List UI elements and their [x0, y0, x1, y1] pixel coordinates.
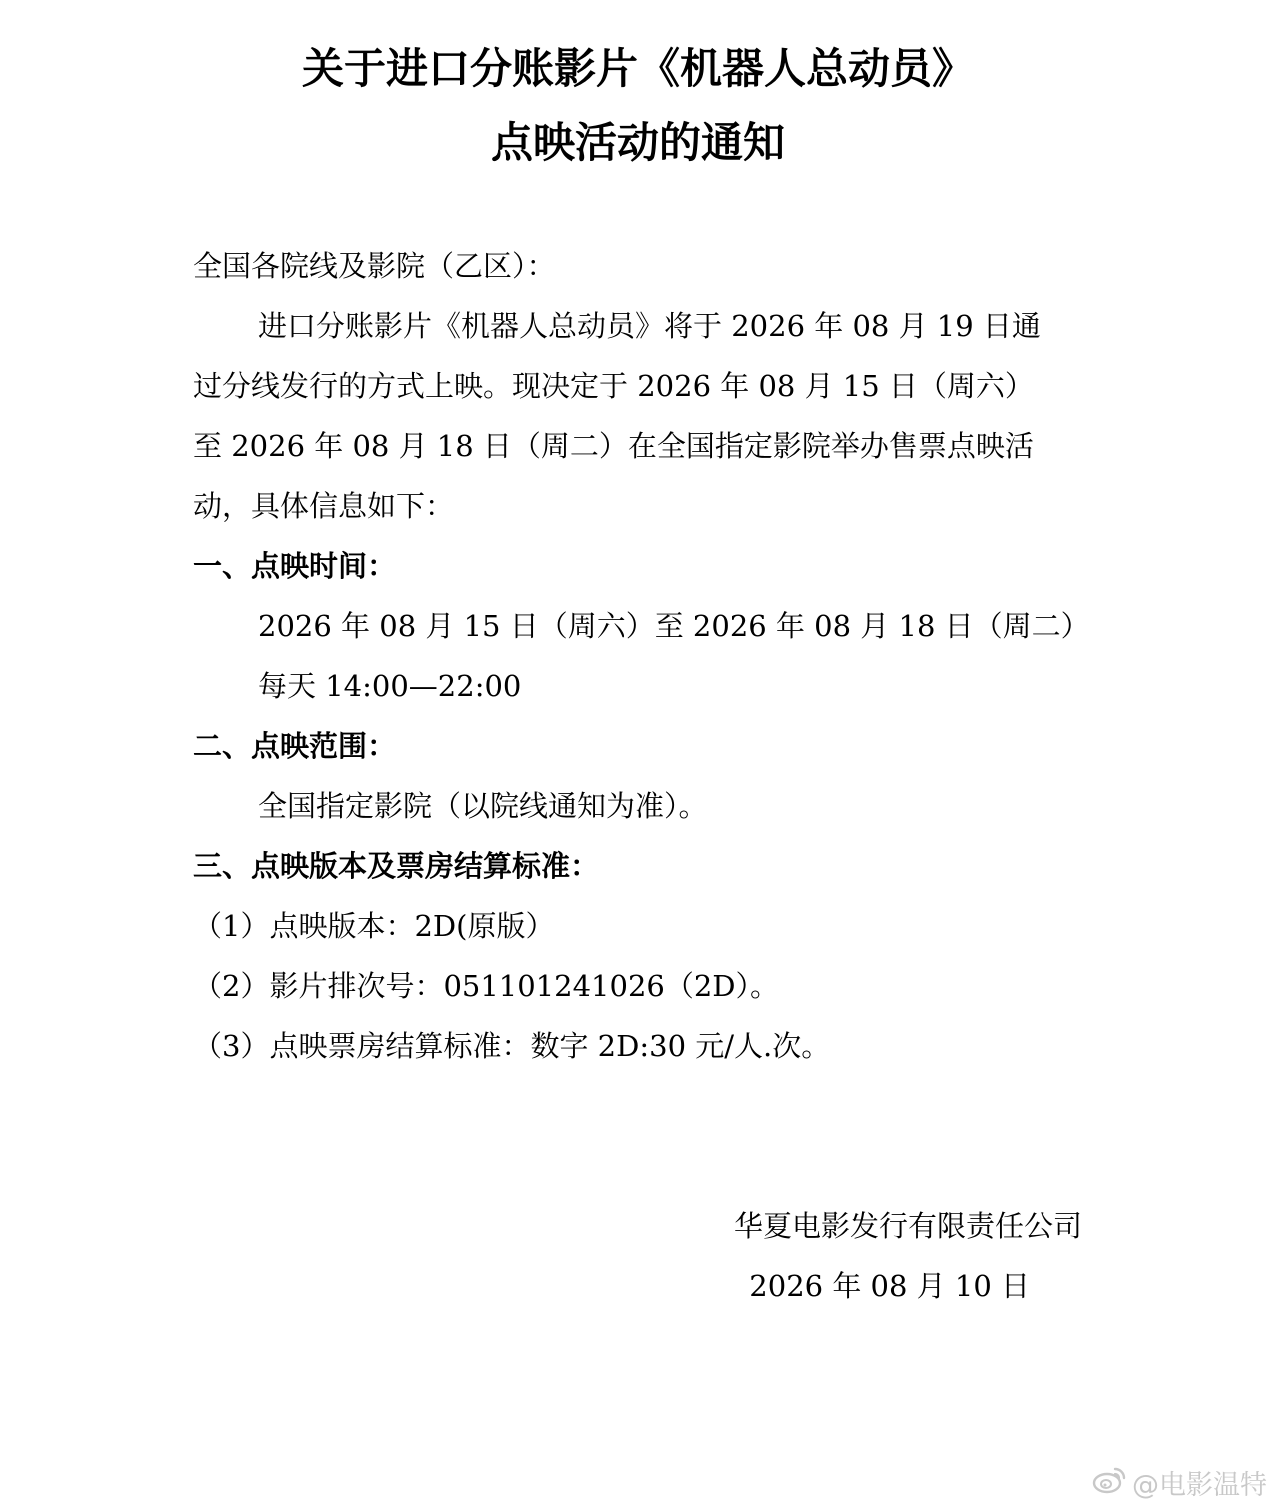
document-title-line-2: 点映活动的通知	[490, 118, 785, 167]
watermark-text: @电影温特	[1132, 1469, 1267, 1501]
section-time-line: 2026 年 08 月 15 日（周六）至 2026 年 08 月 18 日（周二）	[258, 609, 1090, 643]
document-title-line-1: 关于进口分账影片《机器人总动员》	[301, 44, 974, 93]
section-version-item: （2）影片排次号：051101241026（2D）。	[193, 969, 780, 1003]
watermark	[1092, 1462, 1268, 1502]
intro-line: 过分线发行的方式上映。现决定于 2026 年 08 月 15 日（周六）	[193, 369, 1034, 403]
section-heading-time: 一、点映时间：	[193, 549, 397, 583]
section-time-line: 每天 14:00—22:00	[258, 669, 522, 703]
section-version-item: （3）点映票房结算标准：数字 2D:30 元/人.次。	[193, 1029, 831, 1063]
intro-line: 动，具体信息如下：	[193, 489, 455, 523]
weibo-icon	[1092, 1464, 1128, 1501]
section-heading-version: 三、点映版本及票房结算标准：	[193, 849, 600, 883]
intro-line: 至 2026 年 08 月 18 日（周二）在全国指定影院举办售票点映活	[193, 429, 1034, 463]
section-scope-line: 全国指定影院（以院线通知为准）。	[258, 789, 708, 823]
salutation: 全国各院线及影院（乙区）：	[193, 249, 556, 283]
signature-date: 2026 年 08 月 10 日	[749, 1269, 1030, 1303]
intro-line: 进口分账影片《机器人总动员》将于 2026 年 08 月 19 日通	[258, 309, 1041, 343]
signature-company: 华夏电影发行有限责任公司	[733, 1209, 1082, 1243]
section-heading-scope: 二、点映范围：	[193, 729, 397, 763]
section-version-item: （1）点映版本：2D(原版）	[193, 909, 555, 943]
